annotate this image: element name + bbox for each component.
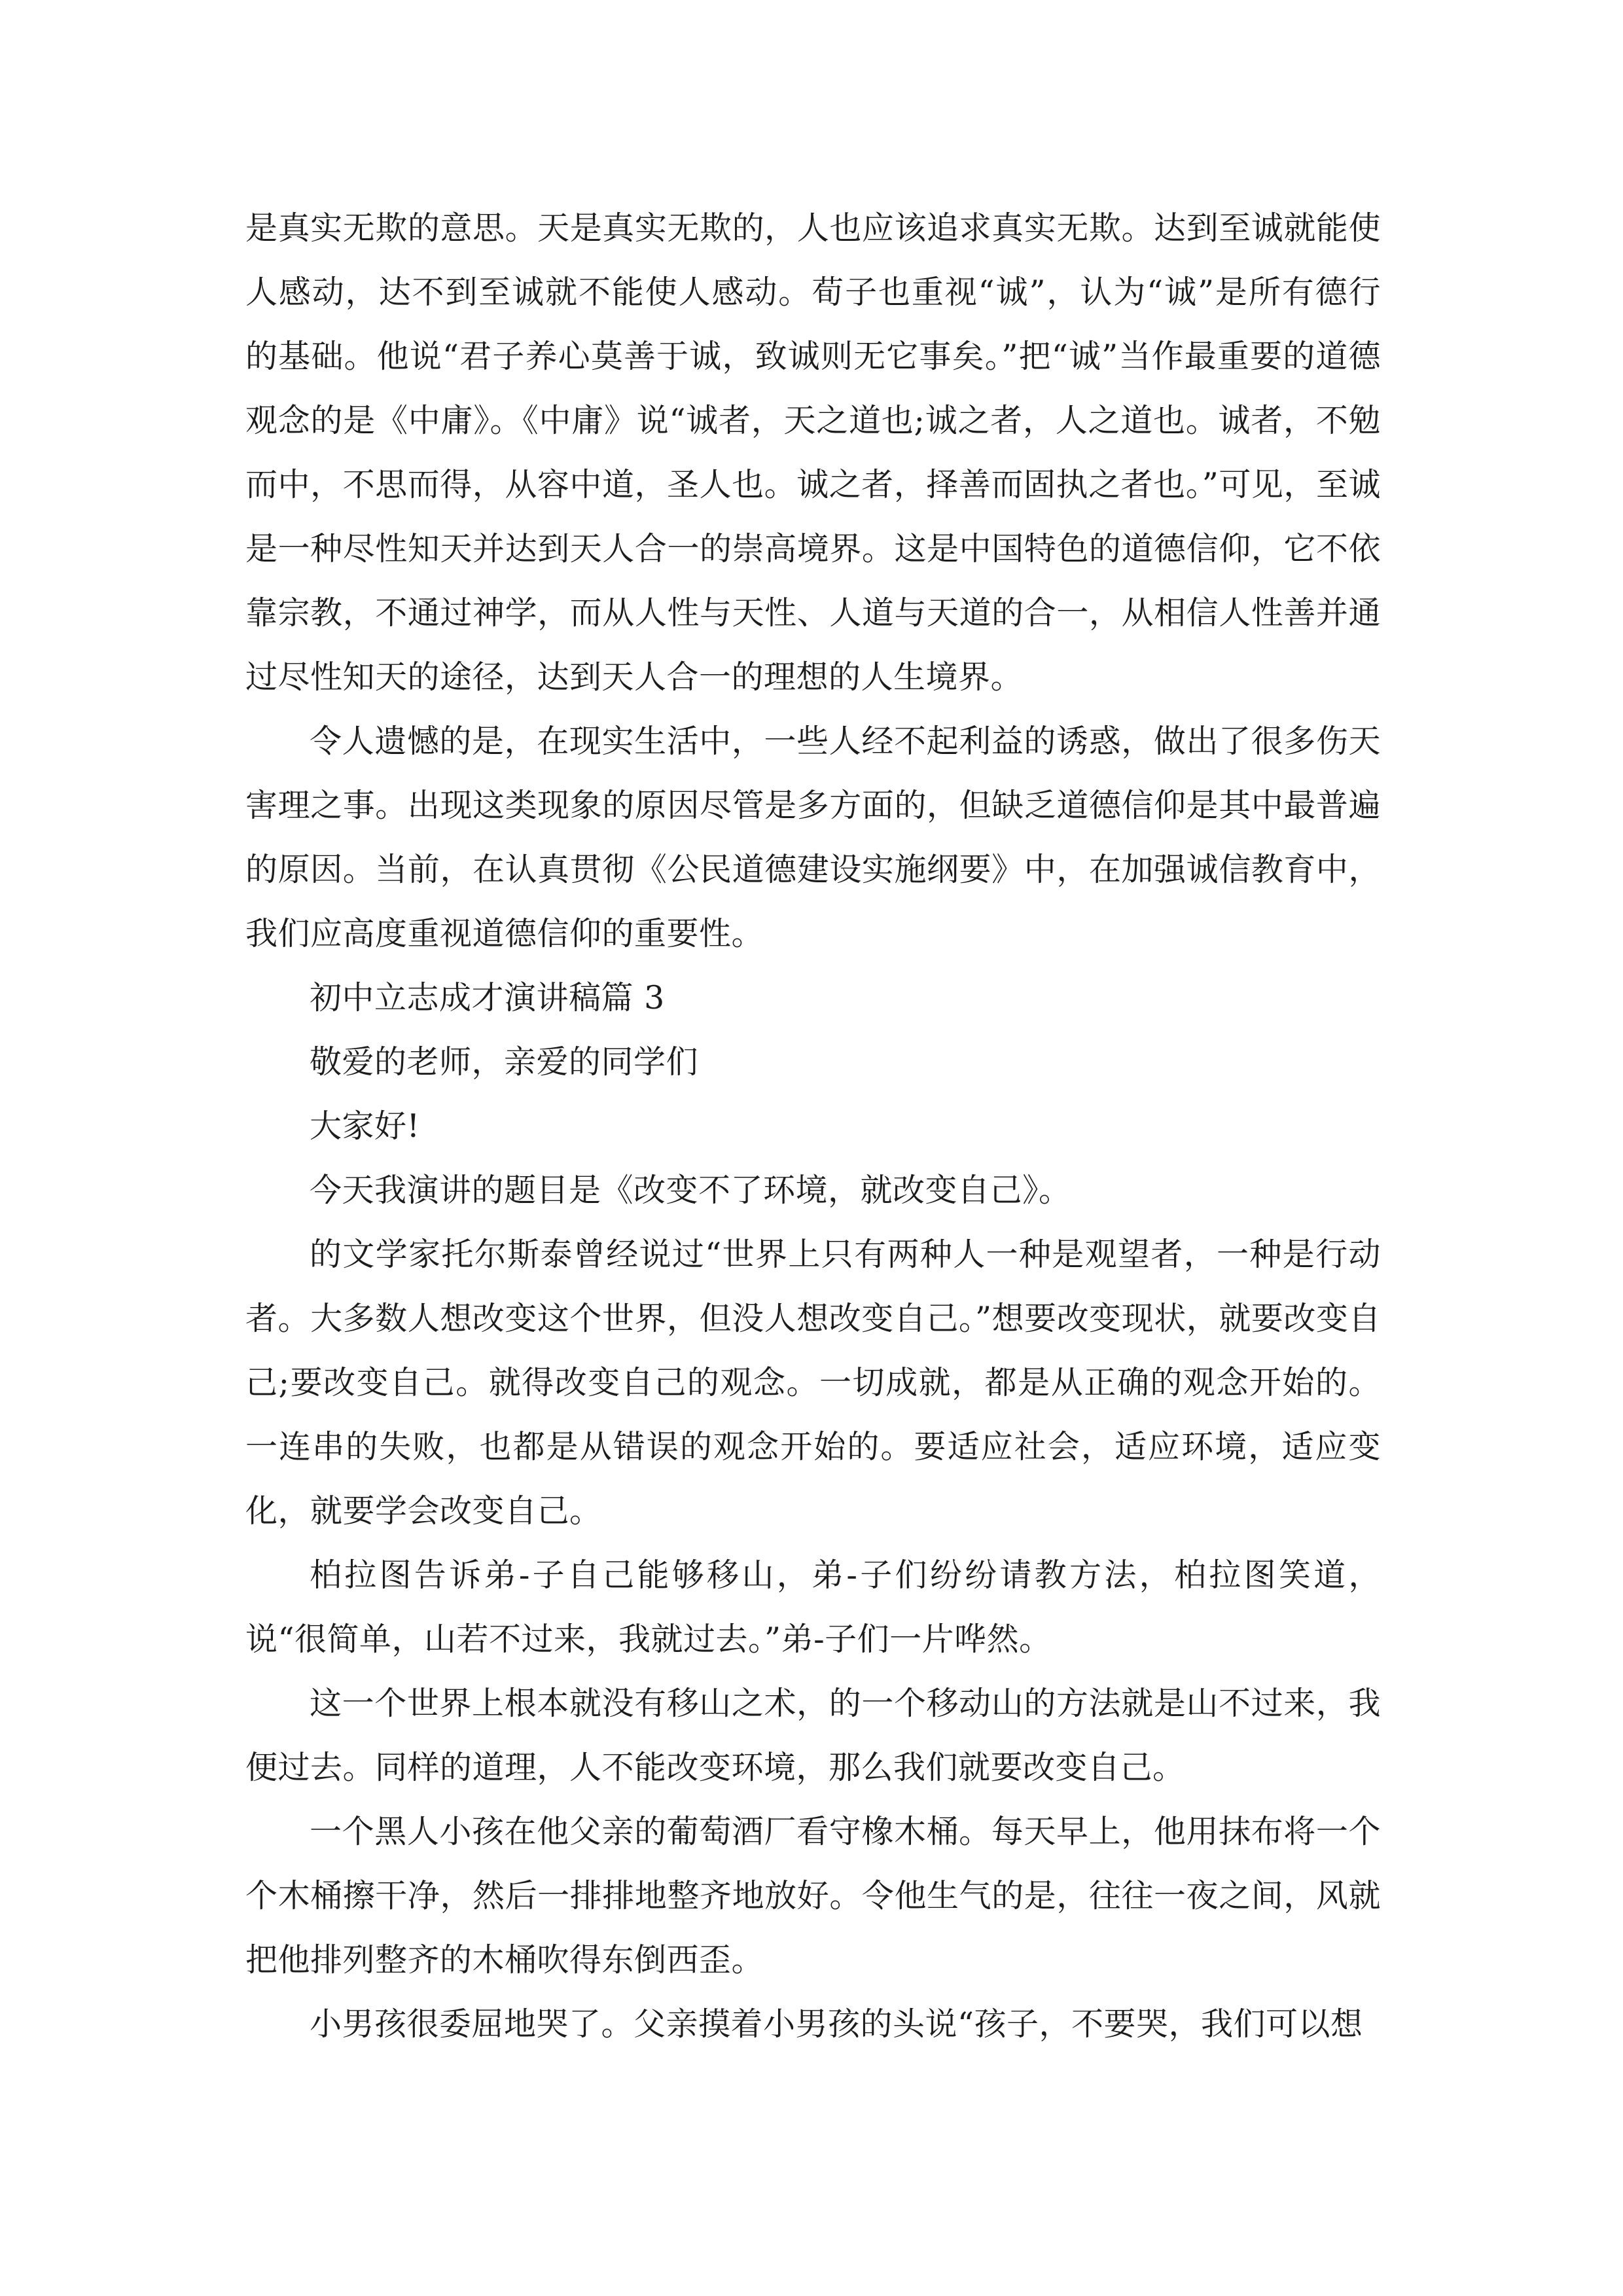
paragraph: 柏拉图告诉弟-子自己能够移山，弟-子们纷纷请教方法，柏拉图笑道，说“很简单，山若不过来，我就过去。”弟-子们一片哗然。 xyxy=(245,1556,1381,1658)
paragraph: 的文学家托尔斯泰曾经说过“世界上只有两种人一种是观望者，一种是行动者。大多数人想改变这个世界，但没人想改变自己。”想要改变现状，就要改变自己;要改变自己。就得改变自己的观念。一切成就，都是从正确的观念开始的。一连串的失败，也都是从错误的观念开始的。要适应社会，适应环境，适应变化，就要学会改变自己。 xyxy=(245,1236,1381,1530)
salutation: 敬爱的老师，亲爱的同学们 xyxy=(310,1043,699,1081)
section-heading: 初中立志成才演讲稿篇 3 xyxy=(310,979,665,1016)
paragraph: 这一个世界上根本就没有移山之术，的一个移动山的方法就是山不过来，我便过去。同样的道理，人不能改变环境，那么我们就要改变自己。 xyxy=(245,1685,1381,1786)
paragraph: 令人遗憾的是，在现实生活中，一些人经不起利益的诱惑，做出了很多伤天害理之事。出现这类现象的原因尽管是多方面的，但缺乏道德信仰是其中最普遍的原因。当前，在认真贯彻《公民道德建设实施纲要》中，在加强诚信教育中，我们应高度重视道德信仰的重要性。 xyxy=(245,723,1381,952)
document-body xyxy=(245,196,1381,2056)
paragraph: 一个黑人小孩在他父亲的葡萄酒厂看守橡木桶。每天早上，他用抹布将一个个木桶擦干净，然后一排排地整齐地放好。令他生气的是，往往一夜之间，风就把他排列整齐的木桶吹得东倒西歪。 xyxy=(245,1813,1381,1979)
greeting: 大家好! xyxy=(310,1107,420,1145)
paragraph: 小男孩很委屈地哭了。父亲摸着小男孩的头说“孩子，不要哭，我们可以想 xyxy=(310,2005,1363,2043)
paragraph: 今天我演讲的题目是《改变不了环境，就改变自己》。 xyxy=(310,1172,1071,1209)
paragraph: 是真实无欺的意思。天是真实无欺的，人也应该追求真实无欺。达到至诚就能使人感动，达不到至诚就不能使人感动。荀子也重视“诚”，认为“诚”是所有德行的基础。他说“君子养心莫善于诚，致诚则无它事矣。”把“诚”当作最重要的道德观念的是《中庸》。《中庸》说“诚者，天之道也;诚之者，人之道也。诚者，不勉而中，不思而得，从容中道，圣人也。诚之者，择善而固执之者也。”可见，至诚是一种尽性知天并达到天人合一的崇高境界。这是中国特色的道德信仰，它不依靠宗教，不通过神学，而从人性与天性、人道与天道的合一，从相信人性善并通过尽性知天的途径，达到天人合一的理想的人生境界。 xyxy=(245,209,1381,696)
